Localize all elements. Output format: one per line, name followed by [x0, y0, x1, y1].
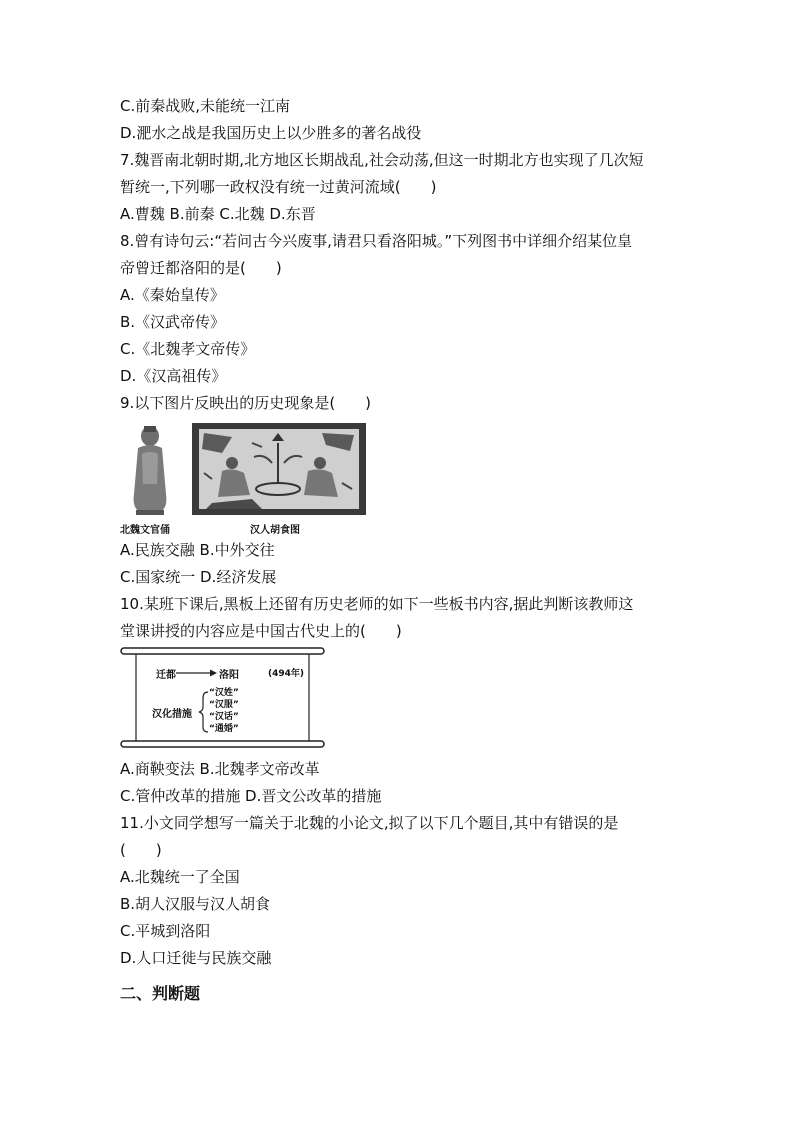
q11-option-a: A.北魏统一了全国	[120, 868, 240, 886]
q8-option-c: C.《北魏孝文帝传》	[120, 340, 256, 358]
q10-stem-line2: 堂课讲授的内容应是中国古代史上的( )	[120, 622, 402, 640]
blackboard-scroll	[120, 646, 325, 749]
q10-stem-line1: 10.某班下课后,黑板上还留有历史老师的如下一些板书内容,据此判断该教师这	[120, 595, 634, 613]
q11-option-c: C.平城到洛阳	[120, 922, 211, 940]
q8-option-a: A.《秦始皇传》	[120, 286, 225, 304]
board-move-label: 迁都	[156, 670, 176, 681]
q8-option-b: B.《汉武帝传》	[120, 313, 226, 331]
board-measures-label: 汉化措施	[152, 709, 192, 720]
board-measure-item: “汉姓”	[209, 688, 239, 698]
q9-options-ab: A.民族交融 B.中外交往	[120, 541, 275, 559]
figurine-image	[124, 424, 176, 516]
caption-figurine: 北魏文官俑	[120, 525, 170, 536]
q6-option-d: D.淝水之战是我国历史上以少胜多的著名战役	[120, 124, 422, 142]
board-measure-item: “通婚”	[209, 724, 239, 734]
q11-option-d: D.人口迁徙与民族交融	[120, 949, 272, 967]
mural-image	[192, 423, 366, 515]
q7-stem-line1: 7.魏晋南北朝时期,北方地区长期战乱,社会动荡,但这一时期北方也实现了几次短	[120, 151, 644, 169]
caption-mural: 汉人胡食图	[250, 525, 300, 536]
q7-options: A.曹魏 B.前秦 C.北魏 D.东晋	[120, 205, 316, 223]
q10-options-cd: C.管仲改革的措施 D.晋文公改革的措施	[120, 787, 382, 805]
q6-option-c: C.前秦战败,未能统一江南	[120, 97, 291, 115]
q8-option-d: D.《汉高祖传》	[120, 367, 227, 385]
q11-stem-line2: ( )	[120, 841, 162, 859]
board-move-target: 洛阳	[219, 670, 239, 681]
q7-stem-line2: 暂统一,下列哪一政权没有统一过黄河流域( )	[120, 178, 437, 196]
board-year: (494年)	[268, 669, 305, 679]
q11-stem-line1: 11.小文同学想写一篇关于北魏的小论文,拟了以下几个题目,其中有错误的是	[120, 814, 619, 832]
q10-options-ab: A.商鞅变法 B.北魏孝文帝改革	[120, 760, 320, 778]
board-measure-item: “汉话”	[209, 712, 239, 722]
q9-stem: 9.以下图片反映出的历史现象是( )	[120, 394, 372, 412]
board-measure-item: “汉服”	[209, 700, 239, 710]
q8-stem-line2: 帝曾迁都洛阳的是( )	[120, 259, 282, 277]
q11-option-b: B.胡人汉服与汉人胡食	[120, 895, 271, 913]
section-title: 二、判断题	[120, 984, 201, 1003]
q9-options-cd: C.国家统一 D.经济发展	[120, 568, 277, 586]
q8-stem-line1: 8.曾有诗句云:“若问古今兴废事,请君只看洛阳城。”下列图书中详细介绍某位皇	[120, 232, 633, 250]
